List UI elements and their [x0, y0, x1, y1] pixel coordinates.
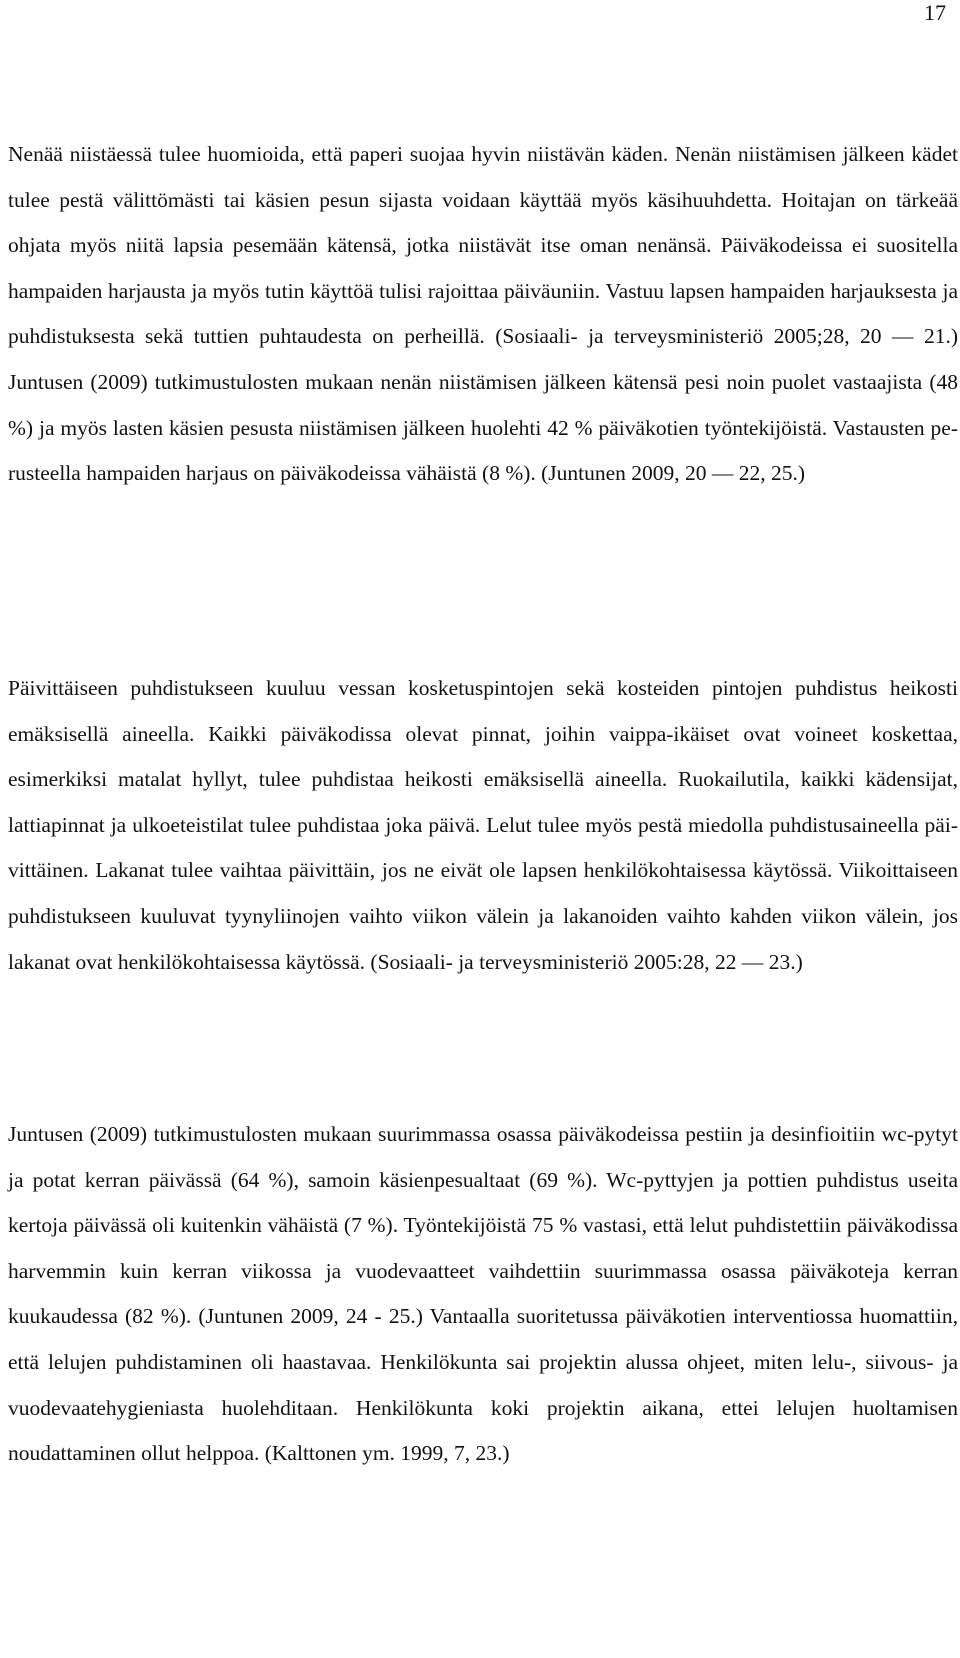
- body-paragraph: [8, 666, 958, 985]
- page-number: 17: [924, 0, 946, 25]
- paragraph-nose-blowing-hygiene: Nenää niistäessä tulee huomioida, että paperi suojaa hyvin niistävän käden. Nenän niistämisen jälkeen kädet tulee pestä välittömästi tai käsien pesun sijasta voidaan käyttää myös käsihuuhdetta. Hoitajan on tärkeää ohjata myös niitä lapsia pesemään kätensä, jotka niistävät itse oman nenänsä. Päiväkodeissa ei suositella hampaiden harjausta ja myös tutin käyttöä tulisi rajoittaa päiväuniin. Vastuu lapsen hampaiden harjauksesta ja puhdistuksesta sekä tuttien puhtaudesta on perheillä. (Sosiaali- ja terveysministeriö 2005;28, 20 — 21.) Juntusen (2009) tutkimustulosten mukaan nenän niistämisen jälkeen kätensä pesi noin puolet vastaajista (48 %) ja myös lasten käsien pesusta niistämisen jälkeen huolehti 42 % päiväkotien työntekijöistä. Vastausten perusteella hampaiden harjaus on päiväkodeissa vähäistä (8 %). (Juntunen 2009, 20 — 22, 25.): [8, 142, 958, 486]
- paragraph-daily-cleaning: Päivittäiseen puhdistukseen kuuluu vessan kosketuspintojen sekä kosteiden pintojen puhdistus heikosti emäksisellä aineella. Kaikki päiväkodissa olevat pinnat, joihin vaippa-ikäiset ovat voineet koskettaa, esimerkiksi matalat hyllyt, tulee puhdistaa heikosti emäksisellä aineella. Ruokailutila, kaikki kädensijat, lattiapinnat ja ulkoeteistilat tulee puhdistaa joka päivä. Lelut tulee myös pestä miedolla puhdistusaineella päivittäinen. Lakanat tulee vaihtaa päivittäin, jos ne eivät ole lapsen henkilökohtaisessa käytössä. Viikoittaiseen puhdistukseen kuuluvat tyynyliinojen vaihto viikon välein ja lakanoiden vaihto kahden viikon välein, jos lakanat ovat henkilökohtaisessa käytössä. (Sosiaali- ja terveysministeriö 2005:28, 22 — 23.): [8, 676, 958, 974]
- body-paragraph: [8, 132, 958, 497]
- paragraph-research-results: Juntusen (2009) tutkimustulosten mukaan suurimmassa osassa päiväkodeissa pestiin ja desinfioitiin wc-pytyt ja potat kerran päivässä (64 %), samoin käsienpesualtaat (69 %). Wc-pyttyjen ja pottien puhdistus useita kertoja päivässä oli kuitenkin vähäistä (7 %). Työntekijöistä 75 % vastasi, että lelut puhdistettiin päiväkodissa harvemmin kuin kerran viikossa ja vuodevaatteet vaihdettiin suurimmassa osassa päiväkoteja kerran kuukaudessa (82 %). (Juntunen 2009, 24 - 25.) Vantaalla suoritetussa päiväkotien interventiossa huomattiin, että lelujen puhdistaminen oli haastavaa. Henkilökunta sai projektin alussa ohjeet, miten lelu-, siivous- ja vuodevaatehygieniasta huolehditaan. Henkilökunta koki projektin aikana, ettei lelujen huoltamisen noudattaminen ollut helppoa. (Kalttonen ym. 1999, 7, 23.): [8, 1122, 958, 1466]
- body-paragraph: [8, 1112, 958, 1477]
